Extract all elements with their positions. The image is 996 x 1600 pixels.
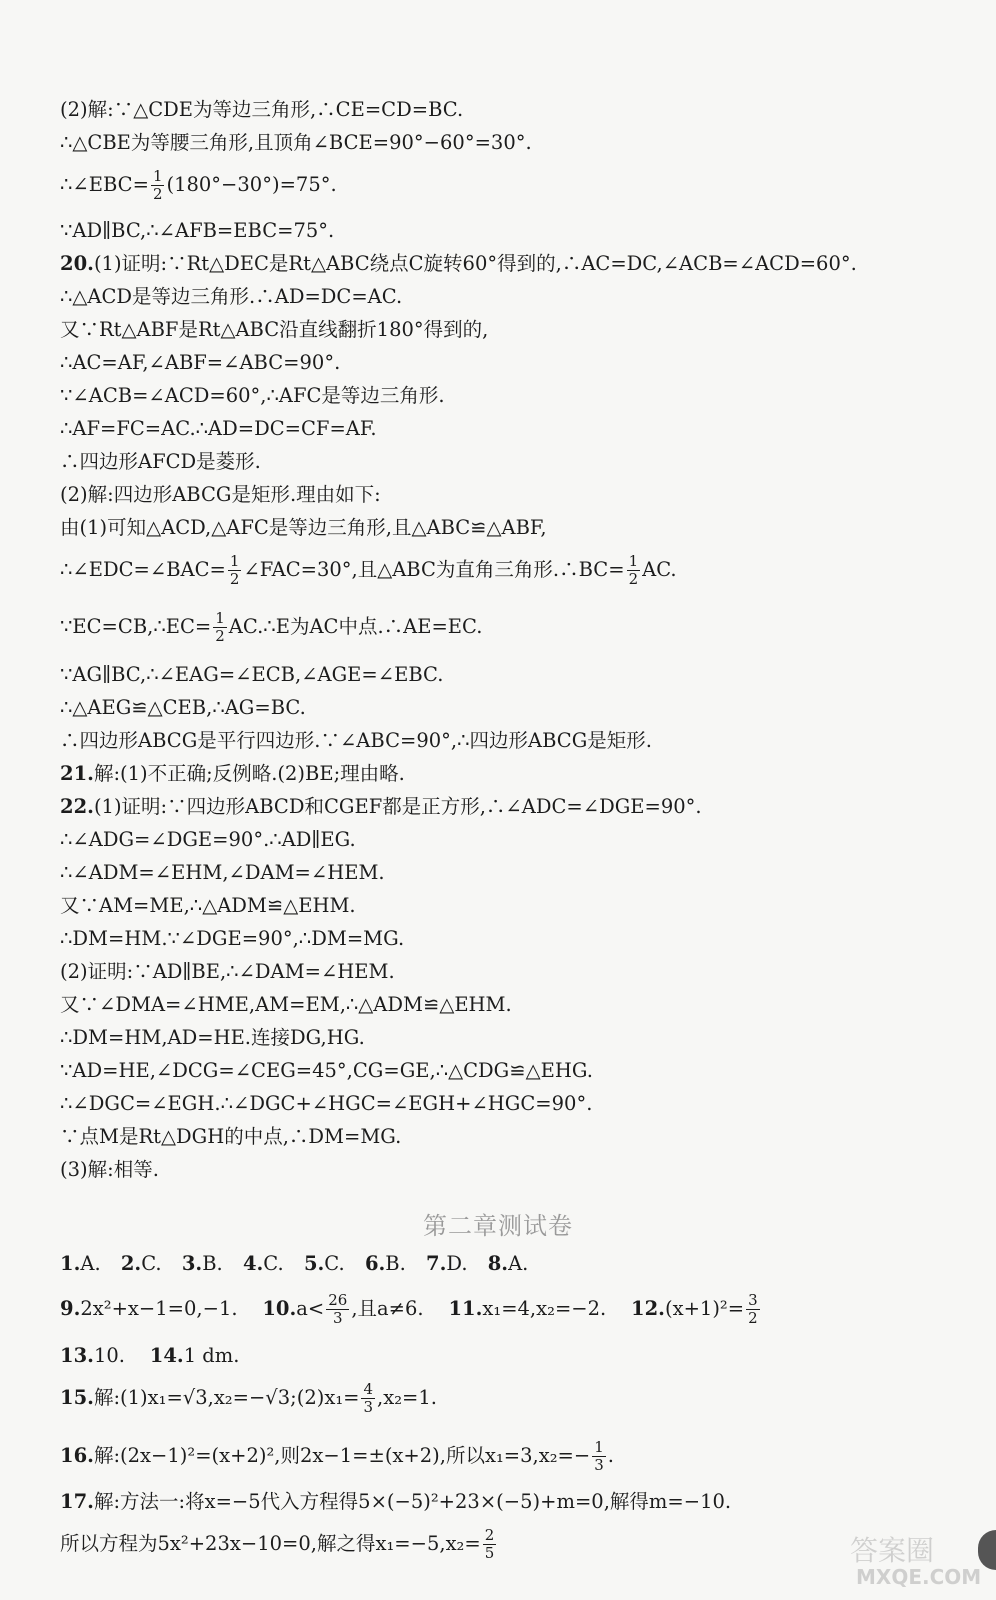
text-seg: (x+1)²= — [664, 1297, 745, 1320]
text-line: 又∵Rt△ABF是Rt△ABC沿直线翻折180°得到的, — [60, 318, 489, 341]
text-seg: ,且a≠6. — [351, 1297, 424, 1320]
fraction: $\frac{1}{3}$ — [594, 1438, 604, 1474]
text-seg: AC.∴E为AC中点.∴AE=EC. — [228, 615, 483, 638]
text-seg: 解:(1)x₁=√3,x₂=−√3;(2)x₁= — [93, 1386, 360, 1409]
question-number: 22. — [60, 795, 94, 818]
text-line: ∵点M是Rt△DGH的中点,∴DM=MG. — [60, 1125, 402, 1148]
watermark-logo — [842, 1530, 992, 1590]
answer: 6.B. — [364, 1252, 406, 1275]
text-line: (3)解:相等. — [60, 1158, 159, 1181]
answers-row-13-14: 13.10. 14.1 dm. — [60, 1344, 240, 1367]
text-line: ∴∠ADG=∠DGE=90°.∴AD∥EG. — [60, 828, 356, 851]
text-line: (2)证明:∵AD∥BE,∴∠DAM=∠HEM. — [60, 960, 395, 983]
fraction: $\frac{2}{5}$ — [484, 1526, 495, 1562]
fraction: $\frac{26}{3}$ — [328, 1291, 348, 1327]
fraction: $\frac{1}{2}$ — [628, 552, 639, 588]
fraction: $\frac{1}{2}$ — [152, 167, 163, 203]
text-line — [60, 603, 976, 651]
text-line: ∴△AEG≌△CEB,∴AG=BC. — [60, 696, 306, 719]
answer: 8.A. — [487, 1252, 529, 1275]
text-line: ∴四边形AFCD是菱形. — [60, 450, 261, 473]
text-line — [60, 546, 976, 594]
text-seg: ∴∠EDC=∠BAC= — [60, 558, 226, 581]
text-line — [60, 161, 976, 209]
answers-row-9-12: 9.2x²+x−1=0,−1. 10.a< $\frac{26}{3}$ ,且a≠6. 11.x₁=4,x₂=−2. 12.(x+1)²= $\frac{3}{2}$ — [60, 1291, 758, 1327]
watermark-icon — [842, 1530, 992, 1590]
text-line: ∵AD=HE,∠DCG=∠CEG=45°,CG=GE,∴△CDG≌△EHG. — [60, 1059, 593, 1082]
text-seg: (180°−30°)=75°. — [166, 173, 337, 196]
text-line: ∴△ACD是等边三角形.∴AD=DC=AC. — [60, 285, 403, 308]
text-seg: 解:(1)不正确;反例略.(2)BE;理由略. — [93, 762, 405, 785]
answer: 1.A. — [60, 1252, 101, 1275]
fraction: $\frac{1}{2}$ — [229, 552, 240, 588]
question-20 — [60, 252, 976, 276]
answer: 3.B. — [181, 1252, 223, 1275]
question-number: 20. — [60, 252, 94, 275]
answer: 4.C. — [242, 1252, 284, 1275]
svg-text:答案圈: 答案圈 — [850, 1534, 935, 1567]
text-seg: (1)证明:∵四边形ABCD和CGEF都是正方形,∴∠ADC=∠DGE=90°. — [93, 795, 702, 818]
text-seg: 10. — [93, 1344, 125, 1367]
question-22 — [60, 795, 976, 819]
fraction: $\frac{4}{3}$ — [363, 1380, 374, 1416]
text-line: ∴DM=HM,AD=HE.连接DG,HG. — [60, 1026, 365, 1049]
text-seg: ∵EC=CB,∴EC= — [60, 615, 212, 638]
text-line: (2)解:∵△CDE为等边三角形,∴CE=CD=BC. — [60, 98, 464, 121]
text-line: ∴DM=HM.∵∠DGE=90°,∴DM=MG. — [60, 927, 405, 950]
answer: 5.C. — [303, 1252, 345, 1275]
text-seg: 解:方法一:将x=−5代入方程得5×(−5)²+23×(−5)+m=0,解得m=−10. — [93, 1490, 732, 1513]
svg-text:MXQE.COM: MXQE.COM — [856, 1565, 982, 1589]
text-seg: . — [607, 1444, 614, 1467]
text-seg: 2x²+x−1=0,−1. — [80, 1297, 238, 1320]
chapter-heading: 第二章测试卷 — [423, 1212, 573, 1240]
text-line — [60, 1520, 976, 1568]
mc-answers — [60, 1252, 542, 1276]
text-line: ∴△CBE为等腰三角形,且顶角∠BCE=90°−60°=30°. — [60, 131, 532, 154]
text-seg: 解:(2x−1)²=(x+2)²,则2x−1=±(x+2),所以x₁=3,x₂=− — [93, 1444, 591, 1467]
text-line: ∴AF=FC=AC.∴AD=DC=CF=AF. — [60, 417, 377, 440]
text-line: ∴∠DGC=∠EGH.∴∠DGC+∠HGC=∠EGH+∠HGC=90°. — [60, 1092, 593, 1115]
text-line: 由(1)可知△ACD,△AFC是等边三角形,且△ABC≌△ABF, — [60, 516, 547, 539]
fraction: $\frac{1}{2}$ — [215, 609, 225, 645]
text-line: ∴四边形ABCG是平行四边形.∵∠ABC=90°,∴四边形ABCG是矩形. — [60, 729, 652, 752]
text-seg: ,x₂=1. — [377, 1386, 437, 1409]
text-seg: (1)证明:∵Rt△DEC是Rt△ABC绕点C旋转60°得到的,∴AC=DC,∠ACB=∠ACD=60°. — [93, 252, 857, 275]
text-line: ∵∠ACB=∠ACD=60°,∴AFC是等边三角形. — [60, 384, 445, 407]
question-15: 15.解:(1)x₁=√3,x₂=−√3;(2)x₁= $\frac{4}{3}$ ,x₂=1. — [60, 1380, 437, 1416]
question-17: 17.解:方法一:将x=−5代入方程得5×(−5)²+23×(−5)+m=0,解得m=−10. — [60, 1490, 732, 1513]
question-21 — [60, 762, 976, 786]
text-line: ∵AD∥BC,∴∠AFB=EBC=75°. — [60, 219, 335, 242]
question-number: 21. — [60, 762, 94, 785]
text-line: ∴∠ADM=∠EHM,∠DAM=∠HEM. — [60, 861, 385, 884]
text-seg: a< — [296, 1297, 325, 1320]
fraction: $\frac{3}{2}$ — [748, 1291, 758, 1327]
text-line: 又∵AM=ME,∴△ADM≌△EHM. — [60, 894, 356, 917]
text-seg: x₁=4,x₂=−2. — [482, 1297, 607, 1320]
text-line: (2)解:四边形ABCG是矩形.理由如下: — [60, 483, 381, 506]
text-seg: 所以方程为5x²+23x−10=0,解之得x₁=−5,x₂= — [60, 1532, 481, 1555]
text-line: 又∵∠DMA=∠HME,AM=EM,∴△ADM≌△EHM. — [60, 993, 512, 1016]
answer: 2.C. — [120, 1252, 162, 1275]
text-seg: AC. — [642, 558, 677, 581]
text-line: ∵AG∥BC,∴∠EAG=∠ECB,∠AGE=∠EBC. — [60, 663, 444, 686]
text-seg: ∴∠EBC= — [60, 173, 149, 196]
text-seg: 1 dm. — [183, 1344, 240, 1367]
text-seg: ∠FAC=30°,且△ABC为直角三角形.∴BC= — [243, 558, 625, 581]
text-line: ∴AC=AF,∠ABF=∠ABC=90°. — [60, 351, 341, 374]
question-16: 16.解:(2x−1)²=(x+2)²,则2x−1=±(x+2),所以x₁=3,x₂=− $\frac{1}{3}$ . — [60, 1438, 614, 1474]
answer: 7.D. — [426, 1252, 468, 1275]
